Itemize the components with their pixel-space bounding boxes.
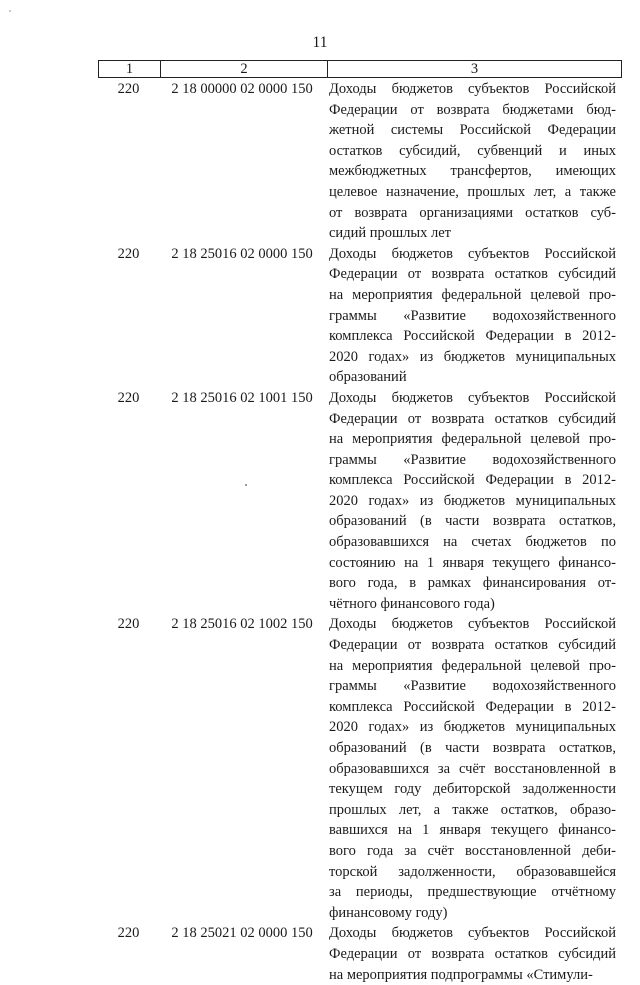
- description-line: граммы «Развитие водохозяйственного: [329, 678, 616, 695]
- admin-code-cell: 220: [117, 616, 140, 633]
- description-line: образований (в части возврата остатков,: [329, 513, 616, 530]
- description-line: на мероприятия федеральной целевой про-: [329, 431, 616, 448]
- description-line: граммы «Развитие водохозяйственного: [329, 307, 616, 324]
- description-line: Федерации от возврата остатков субсидий: [329, 266, 616, 283]
- description-line: межбюджетных трансфертов, имеющих: [329, 163, 616, 180]
- description-line: образований (в части возврата остатков,: [329, 740, 616, 756]
- description-line: комплекса Российской Федерации в 2012-: [329, 698, 616, 715]
- description-line: вого года за счёт восстановленной деби-: [329, 842, 616, 859]
- header-col-2: 2: [161, 61, 328, 78]
- description-line: Доходы бюджетов субъектов Российской: [329, 81, 616, 97]
- table-row: [98, 923, 618, 985]
- description-line: от возврата организациями остатков суб-: [329, 204, 616, 221]
- description-cell: [329, 388, 616, 615]
- description-line: Федерации от возврата остатков субсидий: [329, 945, 616, 962]
- description-line: Доходы бюджетов субъектов Российской: [329, 616, 616, 633]
- description-line: вавшихся на 1 января текущего финансо-: [329, 822, 616, 839]
- description-line: чётного финансового года): [329, 595, 495, 612]
- table-header: [98, 60, 622, 78]
- header-col-3: 3: [328, 61, 622, 78]
- description-line: жетной системы Российской Федерации: [329, 122, 616, 139]
- description-line: целевое назначение, прошлых лет, а также: [329, 183, 616, 200]
- description-line: сидий прошлых лет: [329, 225, 452, 242]
- description-line: образований: [329, 369, 407, 386]
- description-line: Доходы бюджетов субъектов Российской: [329, 389, 616, 406]
- description-line: Доходы бюджетов субъектов Российской: [329, 925, 616, 942]
- scan-speck: [9, 10, 11, 12]
- description-line: Федерации от возврата остатков субсидий: [329, 410, 616, 427]
- scan-speck: [245, 484, 247, 486]
- kbk-code-cell: 2 18 25016 02 1001 150: [171, 389, 313, 406]
- description-line: Федерации от возврата остатков субсидий: [329, 637, 616, 654]
- description-line: 2020 годах» из бюджетов муниципальных: [329, 348, 616, 365]
- description-line: вого года, в рамках финансирования от-: [329, 575, 616, 592]
- kbk-code-cell: 2 18 25016 02 1002 150: [171, 616, 313, 633]
- description-line: комплекса Российской Федерации в 2012-: [329, 328, 616, 345]
- description-line: текущем году дебиторской задолженности: [329, 781, 616, 798]
- page-number: 11: [312, 34, 328, 51]
- description-line: финансовому году): [329, 904, 448, 921]
- description-cell: [329, 923, 616, 985]
- description-line: комплекса Российской Федерации в 2012-: [329, 472, 616, 489]
- description-cell: [329, 79, 616, 244]
- description-line: торской задолженности, образовавшейся: [329, 863, 616, 880]
- table-row: [98, 388, 618, 615]
- admin-code-cell: 220: [117, 81, 140, 97]
- admin-code-cell: 220: [117, 245, 140, 262]
- admin-code-cell: 220: [117, 389, 140, 406]
- description-line: прошлых лет, а также остатков, образо-: [329, 801, 616, 818]
- description-line: Доходы бюджетов субъектов Российской: [329, 245, 616, 262]
- kbk-code-cell: 2 18 00000 02 0000 150: [171, 81, 313, 97]
- table-row: [98, 79, 618, 244]
- description-line: состоянию на 1 января текущего финансо-: [329, 554, 616, 571]
- table-row: [98, 244, 618, 388]
- admin-code-cell: 220: [117, 925, 140, 942]
- description-line: граммы «Развитие водохозяйственного: [329, 451, 616, 468]
- description-cell: [329, 614, 616, 923]
- description-line: образовавшихся на счетах бюджетов по: [329, 534, 616, 551]
- description-cell: [329, 244, 616, 388]
- description-line: Федерации от возврата бюджетами бюд-: [329, 101, 616, 118]
- kbk-code-cell: 2 18 25016 02 0000 150: [171, 245, 313, 262]
- table-row: [98, 614, 618, 923]
- description-line: 2020 годах» из бюджетов муниципальных: [329, 492, 616, 509]
- table-body: [98, 79, 618, 985]
- description-line: за периоды, предшествующие отчётному: [329, 884, 616, 901]
- header-col-1: 1: [99, 61, 161, 78]
- kbk-code-cell: 2 18 25021 02 0000 150: [171, 925, 313, 942]
- description-line: 2020 годах» из бюджетов муниципальных: [329, 719, 616, 736]
- description-line: на мероприятия подпрограммы «Стимули-: [329, 966, 593, 983]
- description-line: образовавшихся за счёт восстановленной в: [329, 760, 616, 777]
- description-line: на мероприятия федеральной целевой про-: [329, 657, 616, 674]
- description-line: остатков субсидий, субвенций и иных: [329, 142, 616, 159]
- description-line: на мероприятия федеральной целевой про-: [329, 286, 616, 303]
